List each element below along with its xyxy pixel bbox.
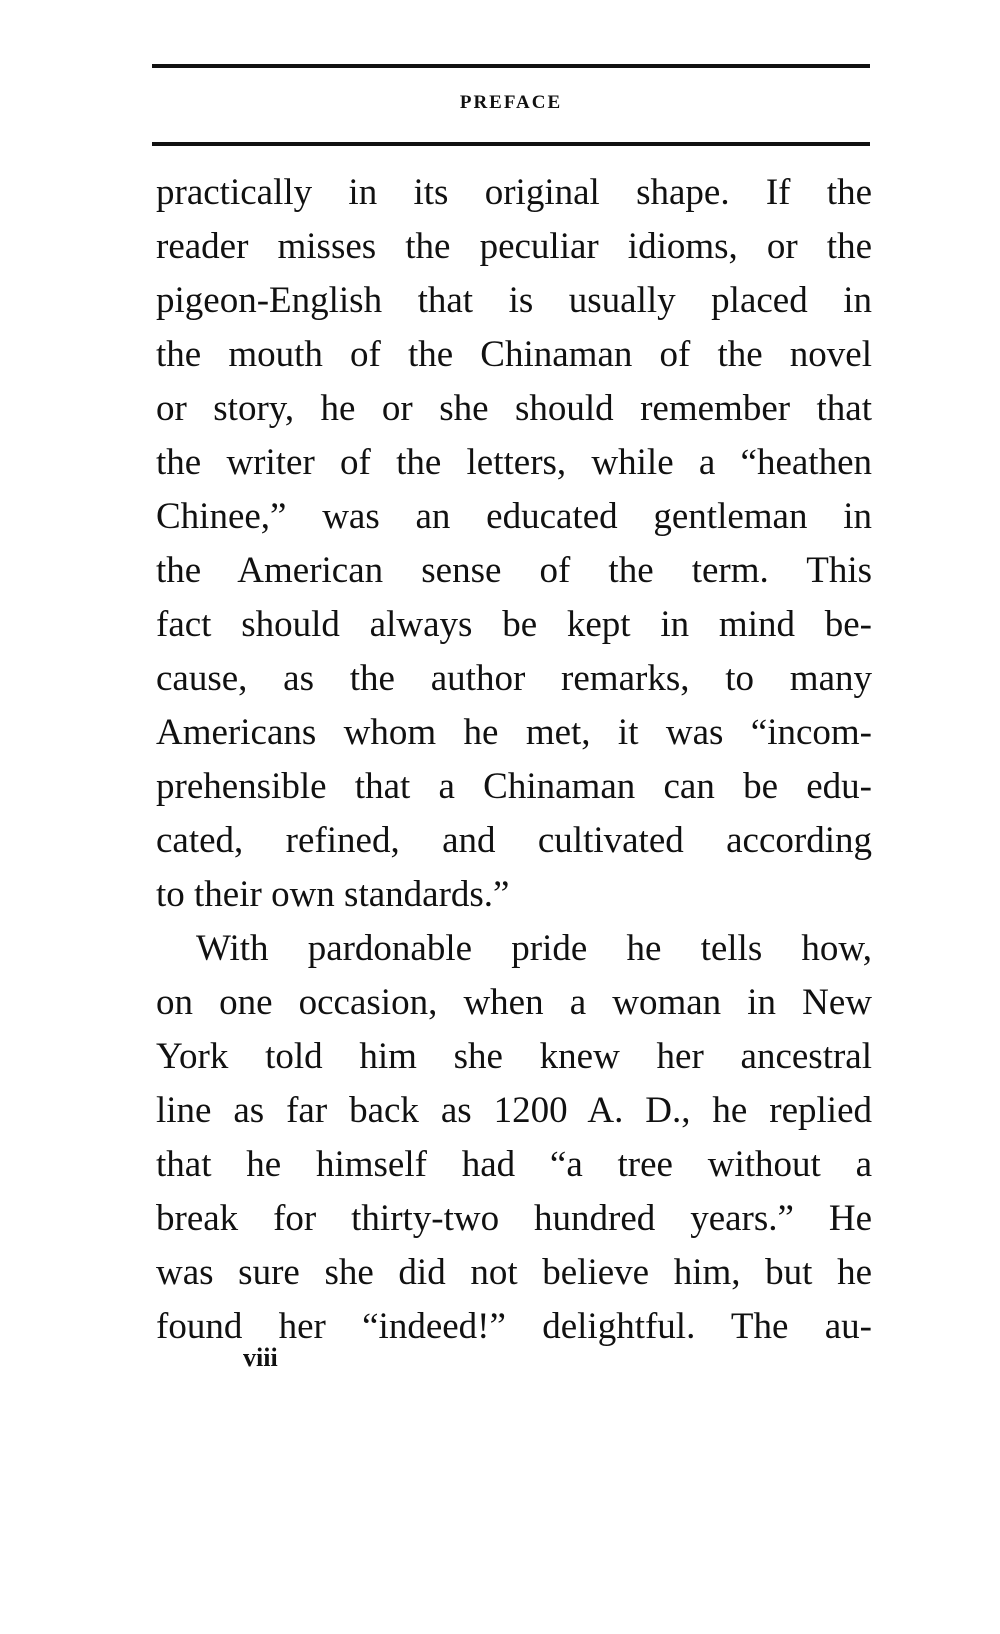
text-line: found her “indeed!” delightful. The au- [156,1306,872,1347]
text-line: pigeon-English that is usually placed in [156,280,872,321]
text-line: cause, as the author remarks, to many [156,658,872,699]
text-line: the American sense of the term. This [156,550,872,591]
header-rule-bottom [152,142,870,146]
text-line: cated, refined, and cultivated according [156,820,872,861]
paragraph-2 [156,922,872,1354]
text-line: prehensible that a Chinaman can be edu- [156,766,872,807]
text-line: break for thirty-two hundred years.” He [156,1198,872,1239]
text-line: line as far back as 1200 A. D., he replied [156,1090,872,1131]
text-line: With pardonable pride he tells how, [196,928,872,969]
text-line: York told him she knew her ancestral [156,1036,872,1077]
text-line: reader misses the peculiar idioms, or the [156,226,872,267]
running-head: PREFACE [459,92,563,113]
text-line: that he himself had “a tree without a [156,1144,872,1185]
text-line: or story, he or she should remember that [156,388,872,429]
page-number: viii [243,1343,278,1372]
text-line: the mouth of the Chinaman of the novel [156,334,872,375]
header-rule-top [152,64,870,68]
text-line: to their own standards.” [156,874,510,915]
paragraph-1 [156,166,872,922]
text-line: was sure she did not believe him, but he [156,1252,872,1293]
text-line: fact should always be kept in mind be- [156,604,872,645]
text-line: on one occasion, when a woman in New [156,982,872,1023]
text-line: Chinee,” was an educated gentleman in [156,496,872,537]
text-line: practically in its original shape. If the [156,172,872,213]
text-line: Americans whom he met, it was “incom- [156,712,872,753]
text-line: the writer of the letters, while a “heathen [156,442,872,483]
